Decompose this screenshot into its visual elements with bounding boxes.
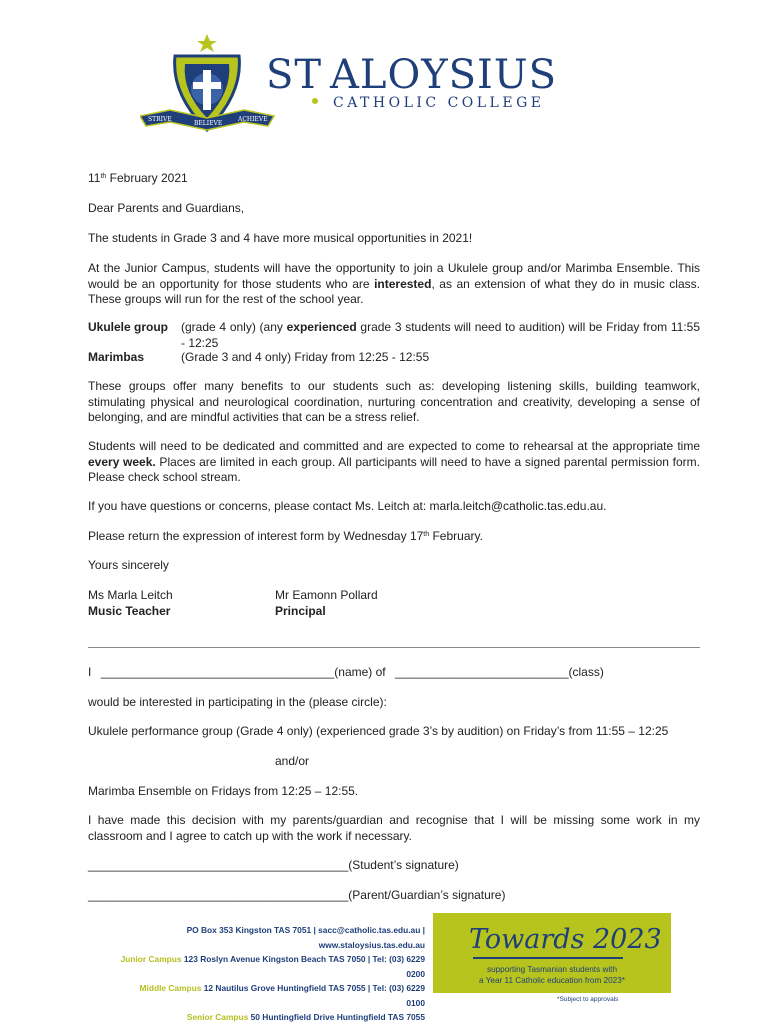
student-signature-field[interactable]: _______________________________________ [88,858,349,872]
parent-signature-line: _______________________________________(Parent/Guardian’s signature) [88,888,506,902]
ukulele-details: (grade 4 only) (any experienced grade 3 students will need to audition) will be Friday from 11:55 - 12:25 [181,320,700,350]
towards-underline [473,957,623,959]
footer-postal: PO Box 353 Kingston TAS 7051 | sacc@catholic.tas.edu.au | www.staloysius.tas.edu.au [186,925,425,950]
crest-motto-2: BELIEVE [194,120,223,127]
towards-2023-banner [433,913,671,993]
logo-dot [312,98,318,104]
towards-sub-2: a Year 11 Catholic education from 2023* [479,976,625,985]
option-ukulele[interactable]: Ukulele performance group (Grade 4 only) (experienced grade 3’s by audition) on Friday’s from 11:55 – 12:25 [88,724,669,738]
logo-subtitle: CATHOLIC COLLEGE [333,95,545,111]
marimbas-label: Marimbas [88,350,145,364]
footer-contact-block [120,923,425,1025]
option-marimba[interactable]: Marimba Ensemble on Fridays from 12:25 – 12:55. [88,784,359,798]
parent-signature-field[interactable]: _______________________________________ [88,888,349,902]
paragraph-benefits: These groups offer many benefits to our students such as: developing listening skills, building teamwork, stimulating physical and neurological coordination, nurturing concentration and creativity, developing a sense of belonging, and are mindful activities that can be a stress relief. [88,379,700,424]
paragraph-commitment: Students will need to be dedicated and committed and are expected to come to rehearsal at the appropriate time every week. Places are limited in each group. All participants will need to have a signed parental permission form. Please check school stream. [88,439,700,484]
signatory-1-name: Ms Marla Leitch [88,588,173,602]
footer-junior: Junior Campus 123 Roslyn Avenue Kingston Beach TAS 7050 | Tel: (03) 6229 0200 [120,954,425,979]
name-field[interactable]: ___________________________________ [100,665,335,679]
college-crest [140,34,275,134]
paragraph-return: Please return the expression of interest form by Wednesday 17th February. [88,529,483,543]
logo-name: ALOYSIUS [330,52,557,98]
and-or-text: and/or [275,754,310,768]
student-signature-line: _______________________________________(Student’s signature) [88,858,459,872]
closing: Yours sincerely [88,558,169,572]
footer-senior: Senior Campus 50 Huntingfield Drive Huntingfield TAS 7055 [186,1012,425,1022]
paragraph-contact: If you have questions or concerns, please contact Ms. Leitch at: marla.leitch@catholic.tas.edu.au. [88,499,607,513]
intro-paragraph: The students in Grade 3 and 4 have more musical opportunities in 2021! [88,231,473,245]
class-field[interactable]: __________________________ [394,665,569,679]
salutation: Dear Parents and Guardians, [88,201,245,215]
marimbas-details: (Grade 3 and 4 only) Friday from 12:25 - 12:55 [181,350,430,364]
cut-line-divider [88,647,700,648]
form-name-class-line: I ___________________________________(name) of __________________________(class) [88,665,604,679]
logo-st: ST [266,52,323,98]
crest-motto-3: ACHIEVE [238,116,268,123]
towards-sub-1: supporting Tasmanian students with [486,965,617,974]
letter-date: 11th February 2021 [88,171,188,185]
form-interest-line: would be interested in participating in the (please circle): [88,695,387,709]
footer-middle: Middle Campus 12 Nautilus Grove Huntingfield TAS 7055 | Tel: (03) 6229 0100 [139,983,425,1008]
ukulele-label: Ukulele group [88,320,169,334]
approval-note: *Subject to approvals [557,996,619,1003]
signatory-2-name: Mr Eamonn Pollard [275,588,378,602]
form-declaration: I have made this decision with my parents/guardian and recognise that I will be missing some work in my classroom and I agree to catch up with the work if necessary. [88,813,700,843]
towards-title: Towards 2023 [469,924,662,955]
crest-motto-1: STRIVE [148,116,172,123]
paragraph-opportunity: At the Junior Campus, students will have the opportunity to join a Ukulele group and/or Marimba Ensemble. This would be an opportunity for those students who are interested, as an extension of what they do in music class. These groups will run for the rest of the school year. [88,261,700,306]
signatory-2-title: Principal [275,604,326,618]
signatory-1-title: Music Teacher [88,604,171,618]
